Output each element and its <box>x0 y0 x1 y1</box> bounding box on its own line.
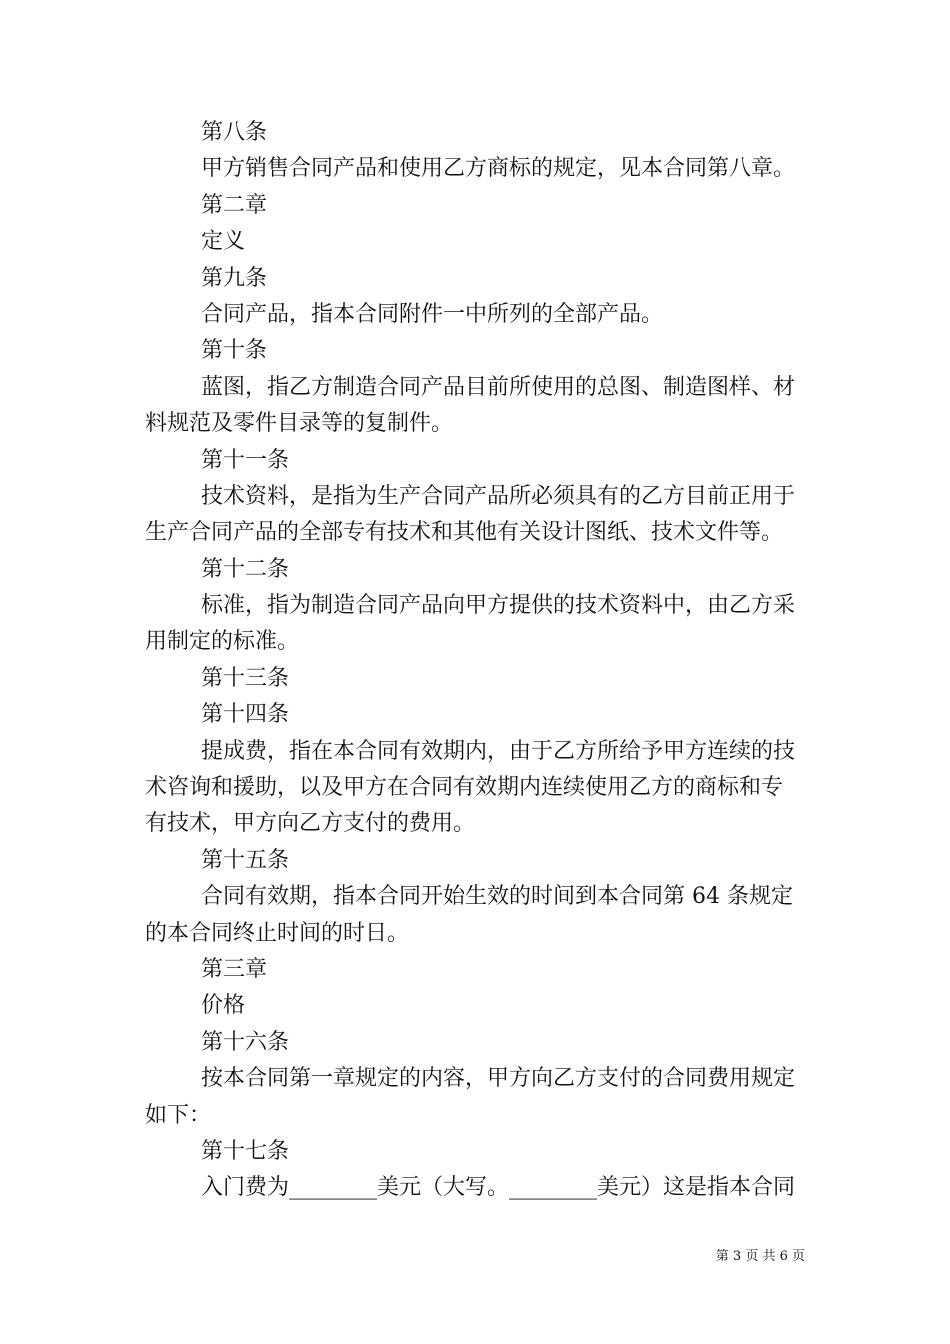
text-line: 第十条 <box>201 338 268 364</box>
text-line: 第八条 <box>201 120 268 145</box>
document-body <box>145 115 809 1207</box>
text-line: 的本合同终止时间的时日。 <box>145 920 410 946</box>
text-line: 第三章 <box>201 956 268 982</box>
text-line: 合同有效期，指本合同开始生效的时间到本合同第 64 条规定 <box>201 884 793 910</box>
text-line: 有技术，甲方向乙方支付的费用。 <box>145 811 476 837</box>
text-line: 第十七条 <box>201 1138 290 1164</box>
text-line: 第十二条 <box>201 556 290 582</box>
text-line: 按本合同第一章规定的内容，甲方向乙方支付的合同费用规定 <box>201 1066 796 1092</box>
page-number: 第 3 页 共 6 页 <box>715 1249 805 1264</box>
text-line: 生产合同产品的全部专有技术和其他有关设计图纸、技术文件等。 <box>145 520 784 546</box>
text-line: 第十四条 <box>201 702 290 728</box>
text-line: 蓝图，指乙方制造合同产品目前所使用的总图、制造图样、材 <box>201 374 796 400</box>
text-line: 如下： <box>145 1102 212 1128</box>
text-line: 料规范及零件目录等的复制件。 <box>145 411 454 437</box>
text-line: 第十一条 <box>201 447 290 473</box>
text-line: 第九条 <box>201 265 268 291</box>
text-line: 提成费，指在本合同有效期内，由于乙方所给予甲方连续的技 <box>201 738 796 764</box>
text-line: 标准，指为制造合同产品向甲方提供的技术资料中，由乙方采 <box>201 593 796 619</box>
text-line: 用制定的标准。 <box>145 629 300 655</box>
text-line: 入门费为________美元（大写。________美元）这是指本合同 <box>201 1175 796 1201</box>
text-line: 第十三条 <box>201 665 290 691</box>
text-line: 甲方销售合同产品和使用乙方商标的规定，见本合同第八章。 <box>201 156 796 182</box>
text-line: 定义 <box>201 229 246 255</box>
text-line: 术咨询和援助，以及甲方在合同有效期内连续使用乙方的商标和专 <box>145 775 784 801</box>
text-line: 第十五条 <box>201 847 290 873</box>
text-line: 价格 <box>201 993 246 1019</box>
text-line: 合同产品，指本合同附件一中所列的全部产品。 <box>201 301 664 327</box>
text-line: 第十六条 <box>201 1029 290 1055</box>
text-line: 第二章 <box>201 192 268 218</box>
text-line: 技术资料，是指为生产合同产品所必须具有的乙方目前正用于 <box>201 483 796 509</box>
